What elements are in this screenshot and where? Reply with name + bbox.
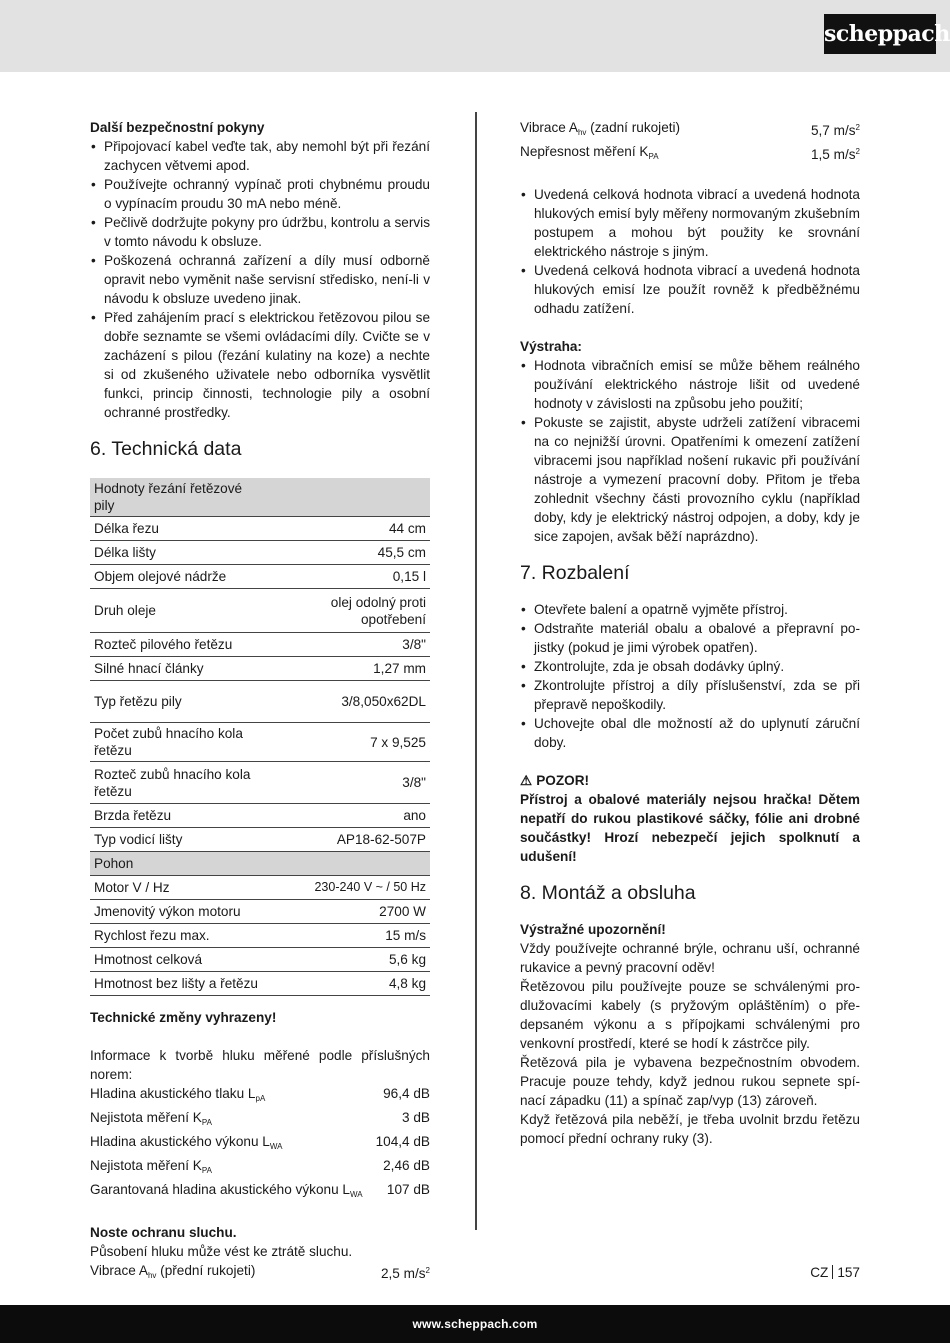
page-number: CZ 157	[810, 1265, 860, 1280]
table-row	[90, 924, 430, 948]
spec-value	[270, 852, 430, 876]
table-row	[90, 804, 430, 828]
vibration-front-value: 2,5 $m/s^2$	[380, 1266, 430, 1281]
spec-value: 3/8,050x62DL	[270, 681, 430, 723]
spec-label: Druh oleje	[90, 589, 270, 633]
tech-changes-note: Technické změny vyhrazeny!	[90, 1010, 277, 1025]
vibration-rear-value: 5,7 $m/s^2$	[810, 123, 860, 138]
unpacking-item: • Odstraňte materiál obalu a obalové a přepravní pojistky (pokud je jimi výrobek opatřen).	[520, 619, 860, 657]
noise-value: 2,46 dB	[383, 1158, 430, 1173]
caution-text: Přístroj a obalové materiály nejsou hračka! Dětem nepatří do rukou plastikové sáčky, fólie ani drobné součástky! Hrozí nebezpečí jejich spolknutí a udušení!	[520, 792, 860, 864]
hearing-text: Působení hluku může vést ke ztrátě sluchu.	[90, 1244, 353, 1259]
right-column	[520, 118, 860, 1148]
noise-row	[90, 1132, 430, 1156]
spec-label: Jmenovitý výkon motoru	[90, 900, 270, 924]
header-band	[0, 0, 950, 72]
safety-list	[90, 137, 430, 422]
caution-title: ⚠ POZOR!	[520, 773, 590, 788]
spec-value: AP18-62-507P	[270, 828, 430, 852]
warning-triangle-icon: ⚠	[520, 773, 533, 788]
table-row	[90, 972, 430, 996]
footer-url[interactable]: www.scheppach.com	[412, 1317, 538, 1331]
spec-label: Délka řezu	[90, 517, 270, 541]
spec-label: Hmotnost bez lišty a řetězu	[90, 972, 270, 996]
spec-label: Délka lišty	[90, 541, 270, 565]
spec-label: Rozteč pilového řetězu	[90, 633, 270, 657]
noise-value: 107 dB	[386, 1182, 430, 1197]
brand-logo: scheppach	[824, 14, 936, 54]
noise-value: 3 dB	[402, 1110, 430, 1125]
safety-item: • Používejte ochranný vypínač proti chybnému proudu o vypínacím proudu 30 mA nebo méně.	[90, 175, 430, 213]
table-row	[90, 517, 430, 541]
unpacking-item: • Uchovejte obal dle možností až do uplynutí záruční doby.	[520, 714, 860, 752]
table-row	[90, 948, 430, 972]
noise-row	[90, 1180, 430, 1204]
assembly-paragraph: Když řetězová pila neběží, je třeba uvolnit brzdu řetězu pomocí přední ochrany ruky (3).	[520, 1112, 860, 1146]
spec-value: 3/8"	[270, 762, 430, 804]
spec-value: ano	[270, 804, 430, 828]
assembly-paragraph: Řetězovou pilu používejte pouze se schválenými prodlužovacími kabely (s pryžovým opláštěním) o předepsaném výkonu a s přípojkami schválenými pro venkovní prostředí, které se hodí k zástrčce pily.	[520, 979, 860, 1051]
noise-intro: Informace k tvorbě hluku měřené podle příslušných norem:	[90, 1048, 430, 1082]
vibration-notes	[520, 185, 860, 318]
assembly-paragraph: Vždy používejte ochranné brýle, ochranu uší, ochranné rukavice a pevný pracovní oděv!	[520, 941, 860, 975]
spec-label: Počet zubů hnacího kola řetězu	[90, 723, 270, 762]
noise-row	[90, 1156, 430, 1180]
column-divider	[475, 112, 477, 1230]
table-row	[90, 723, 430, 762]
spec-value: 7 x 9,525	[270, 723, 430, 762]
section-7-title: 7. Rozbalení	[520, 562, 630, 584]
spec-value: 44 cm	[270, 517, 430, 541]
table-row	[90, 589, 430, 633]
spec-value: 230-240 V ~ / 50 Hz	[270, 876, 430, 900]
vibration-note: • Uvedená celková hodnota vibrací a uvedená hodnota hlukových emisí lze použít rovněž k předběžnému odhadu zatížení.	[520, 261, 860, 318]
table-row	[90, 762, 430, 804]
vibration-note: • Uvedená celková hodnota vibrací a uvedená hodnota hlukových emisí byly měřeny normovaným zkušebním postupem a mohou být použity ke srovnání elektrického nástroje s jiným.	[520, 185, 860, 261]
unpacking-item: • Zkontrolujte přístroj a díly příslušenství, zda se při přepravě nepoškodily.	[520, 676, 860, 714]
noise-label: Hladina akustického výkonu $L_{WA}$	[90, 1134, 283, 1151]
spec-value: 2700 W	[270, 900, 430, 924]
footer-band	[0, 1305, 950, 1343]
assembly-text	[520, 939, 860, 1148]
spec-value: 5,6 kg	[270, 948, 430, 972]
noise-label: Nejistota měření $K_{PA}$	[90, 1110, 212, 1127]
unpacking-list	[520, 600, 860, 752]
vibration-front-label: Vibrace $A_{hv}$ (přední rukojeti)	[90, 1263, 256, 1280]
spec-label: Objem olejové nádrže	[90, 565, 270, 589]
vibration-rear	[520, 118, 860, 142]
left-column	[90, 118, 430, 1285]
spec-value: 45,5 cm	[270, 541, 430, 565]
safety-item: • Připojovací kabel veďte tak, aby nemohl být při řezání zachycen větvemi apod.	[90, 137, 430, 175]
noise-row	[90, 1108, 430, 1132]
warning-title: Výstraha:	[520, 339, 582, 354]
table-row	[90, 876, 430, 900]
noise-label: Nejistota měření $K_{PA}$	[90, 1158, 212, 1175]
spec-value: olej odolný proti opotřebení	[270, 589, 430, 633]
spec-label: Typ řetězu pily	[90, 681, 270, 723]
noise-label: Hladina akustického tlaku $L_{pA}$	[90, 1086, 266, 1103]
spec-label: Hmotnost celková	[90, 948, 270, 972]
table-row	[90, 828, 430, 852]
table-section-header	[90, 478, 430, 517]
safety-item: • Před zahájením prací s elektrickou řetězovou pilou se dobře seznamte se všemi ovládacími díly. Cvičte se v zacházení s pilou (řezání kulatiny na koze) a nechte si od zkušeného uživatele nebo odborníka vysvětlit funkci, princip činnosti, technologie pily a osobní ochranné prostředky.	[90, 308, 430, 422]
table-row	[90, 657, 430, 681]
assembly-warning-title: Výstražné upozornění!	[520, 922, 666, 937]
table-row	[90, 565, 430, 589]
spec-label: Typ vodicí lišty	[90, 828, 270, 852]
safety-title: Další bezpečnostní pokyny	[90, 120, 265, 135]
noise-row	[90, 1084, 430, 1108]
spec-value: 0,15 l	[270, 565, 430, 589]
spec-value: 3/8"	[270, 633, 430, 657]
warning-list	[520, 356, 860, 546]
table-section-header	[90, 852, 430, 876]
safety-item: • Poškozená ochranná zařízení a díly musí odborně opravit nebo vyměnit naše servisní středisko, není-li v návodu k obsluze uvedeno jinak.	[90, 251, 430, 308]
vibration-rear-label: Vibrace $A_{hv}$ (zadní rukojeti)	[520, 120, 681, 137]
vibration-uncertainty	[520, 142, 860, 166]
vibration-uncertainty-value: 1,5 $m/s^2$	[810, 147, 860, 162]
noise-value: 96,4 dB	[383, 1086, 430, 1101]
spec-label: Hodnoty řezání řetězové pily	[90, 478, 270, 517]
spec-value: 4,8 kg	[270, 972, 430, 996]
safety-item: • Pečlivě dodržujte pokyny pro údržbu, kontrolu a servis v tomto návodu k obsluze.	[90, 213, 430, 251]
spec-label: Rychlost řezu max.	[90, 924, 270, 948]
table-row	[90, 633, 430, 657]
noise-values	[90, 1084, 430, 1204]
spec-value	[270, 478, 430, 517]
table-row	[90, 900, 430, 924]
unpacking-item: • Otevřete balení a opatrně vyjměte přístroj.	[520, 600, 860, 619]
spec-label: Rozteč zubů hnacího kola řetězu	[90, 762, 270, 804]
warning-item: • Hodnota vibračních emisí se může během reálného používání elektrického nástroje lišit od uvedené hodnoty v závislosti na způsobu jeho použití;	[520, 356, 860, 413]
noise-value: 104,4 dB	[375, 1134, 430, 1149]
noise-label: Garantovaná hladina akustického výkonu $L_{WA}$	[90, 1182, 363, 1199]
table-row	[90, 541, 430, 565]
spec-label: Silné hnací články	[90, 657, 270, 681]
spec-label: Brzda řetězu	[90, 804, 270, 828]
spec-value: 15 m/s	[270, 924, 430, 948]
section-6-title: 6. Technická data	[90, 438, 242, 460]
warning-item: • Pokuste se zajistit, abyste udrželi zatížení vibracemi na co nejnižší úrovni. Opatřeními k omezení zatížení vibracemi jsou například nošení rukavic při používání nástroje a vymezení pracovní doby. Přitom je třeba zohlednit všechny části provozního cyklu (například doby, kdy je elektrický nástroj odpojen, a doby, kdy je sice zapojen, avšak běží naprázdno).	[520, 413, 860, 546]
assembly-paragraph: Řetězová pila je vybavena bezpečnostním obvodem. Pracuje pouze tehdy, když jednou rukou sepnete spínací západku (11) a spínač zap/vyp (13) zároveň.	[520, 1055, 860, 1108]
vibration-front	[90, 1261, 430, 1285]
table-row	[90, 681, 430, 723]
unpacking-item: • Zkontrolujte, zda je obsah dodávky úplný.	[520, 657, 860, 676]
hearing-title: Noste ochranu sluchu.	[90, 1225, 237, 1240]
section-8-title: 8. Montáž a obsluha	[520, 882, 696, 904]
technical-data-table	[90, 478, 430, 996]
spec-label: Motor V / Hz	[90, 876, 270, 900]
spec-label: Pohon	[90, 852, 270, 876]
vibration-uncertainty-label: Nepřesnost měření $K_{PA}$	[520, 144, 659, 161]
spec-value: 1,27 mm	[270, 657, 430, 681]
